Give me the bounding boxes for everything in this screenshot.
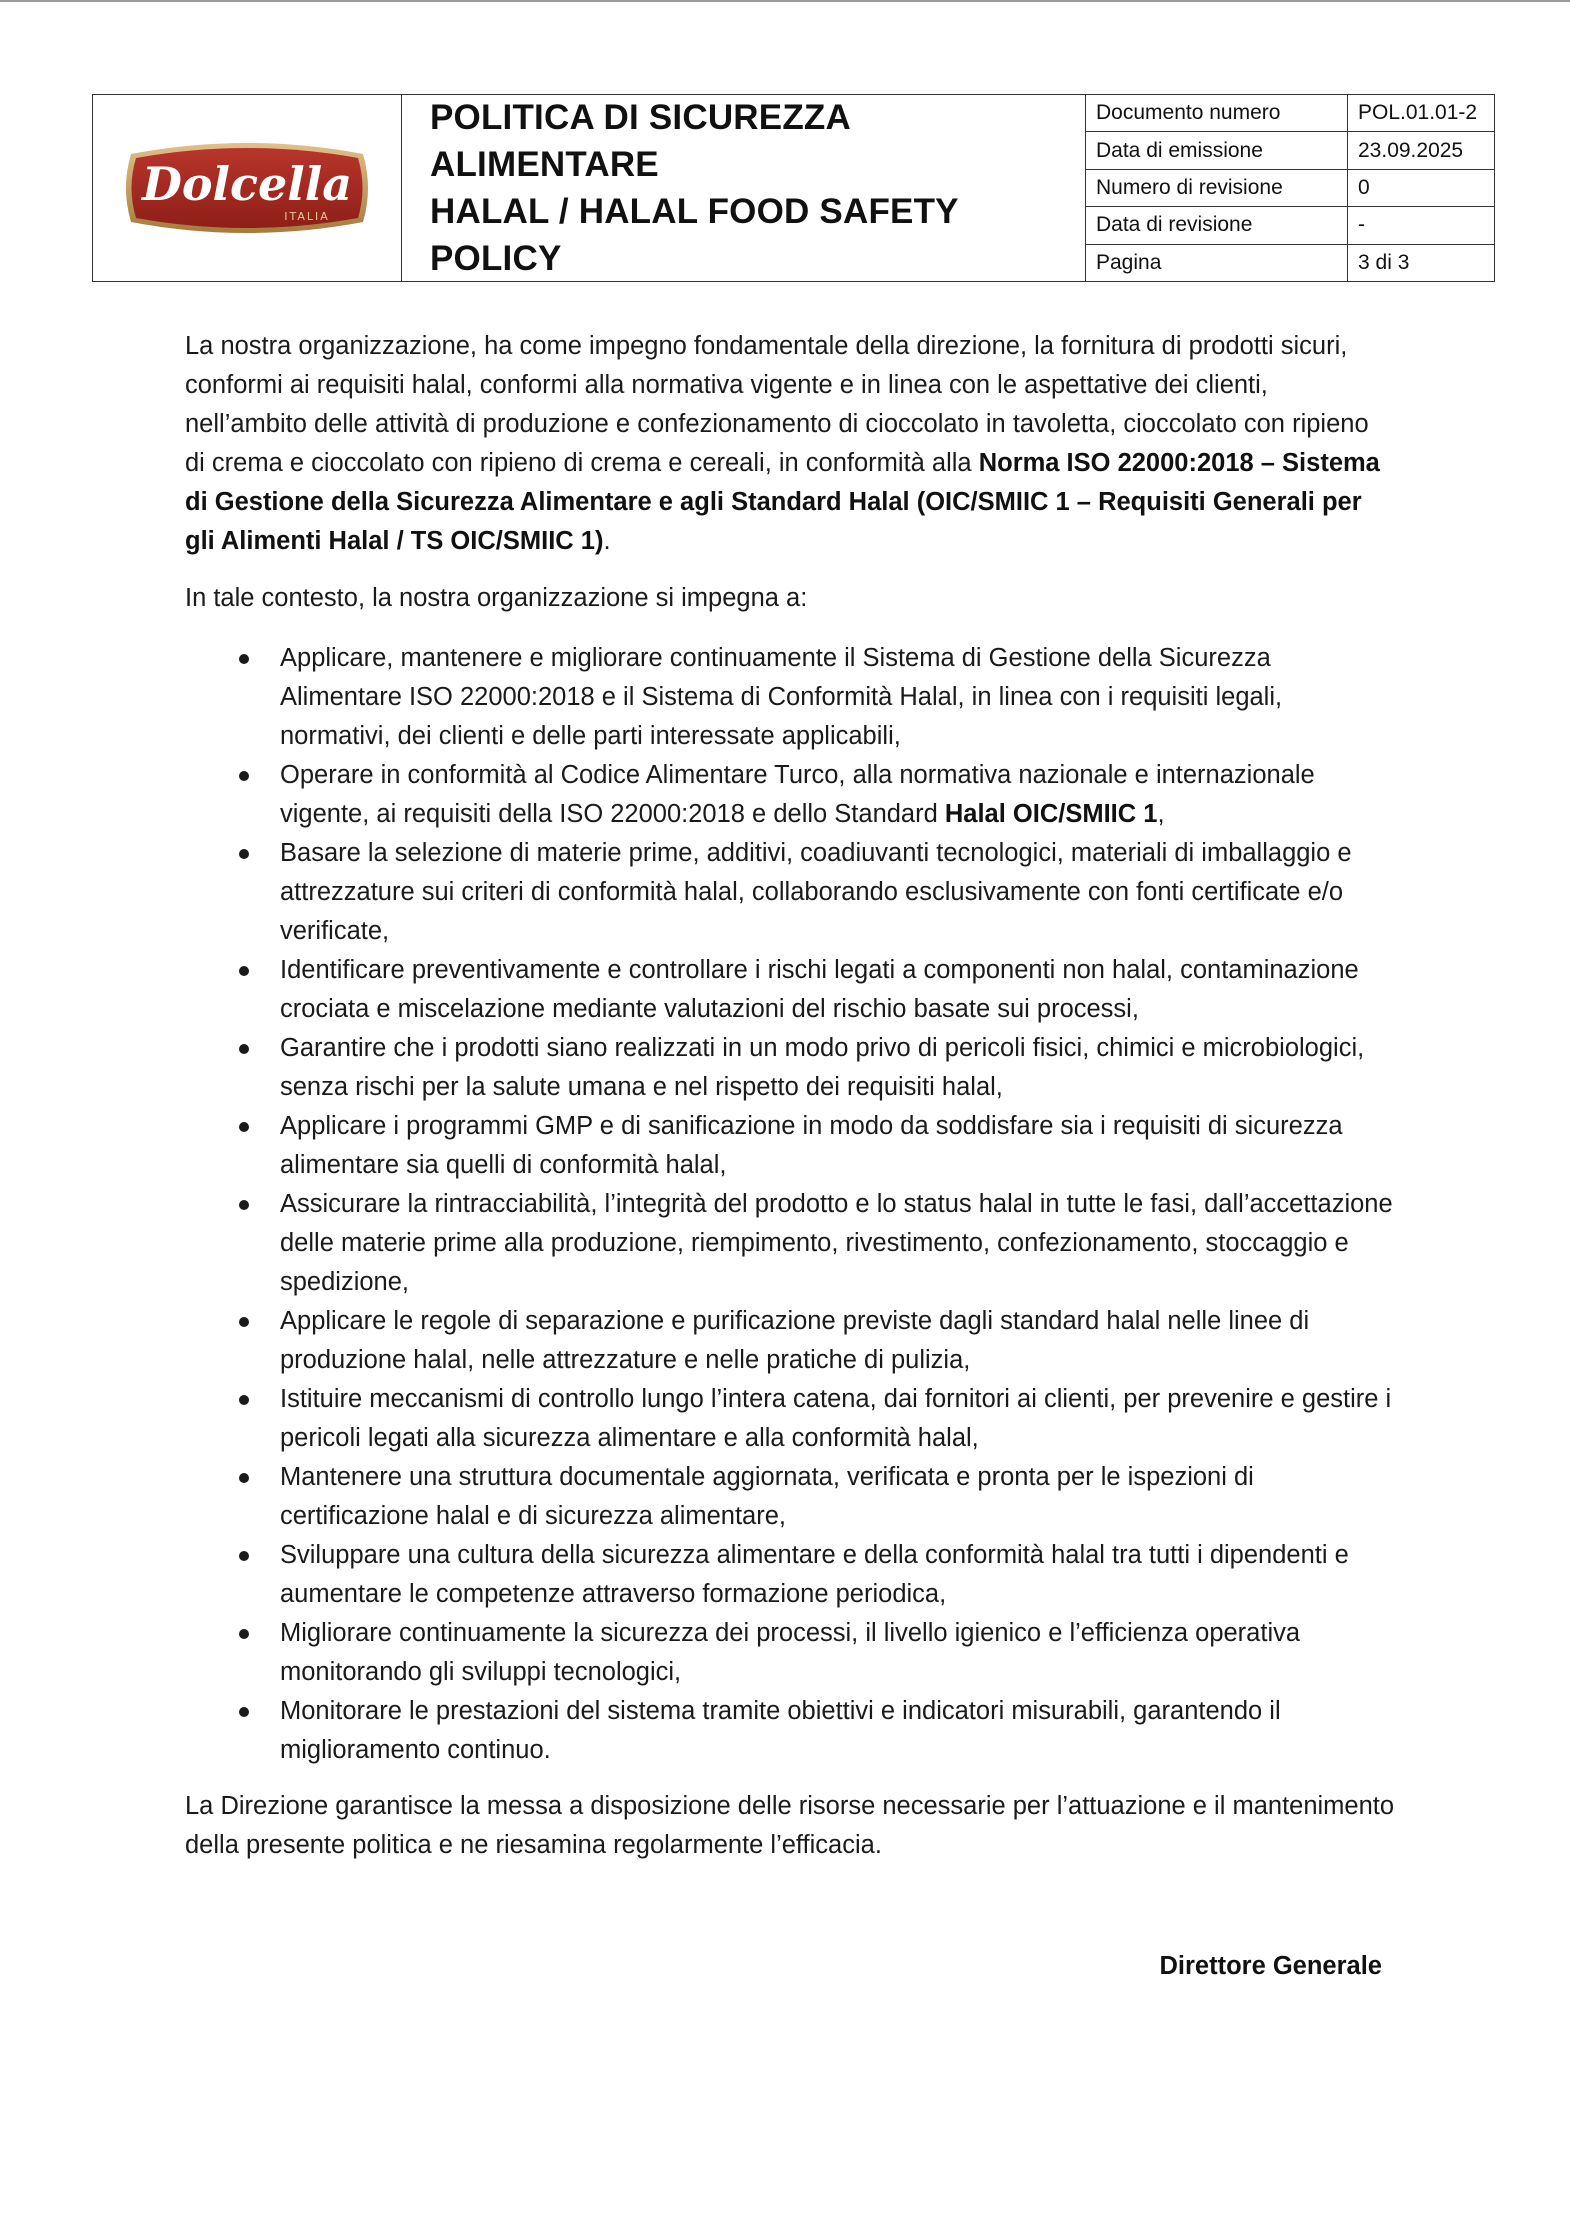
list-item [185, 1536, 1395, 1614]
list-item [185, 951, 1395, 1029]
commitment-text: Garantire che i prodotti siano realizzati in un modo privo di pericoli fisici, chimici e microbiologici, senza rischi per la salute umana e nel rispetto dei requisiti halal, [280, 1034, 1365, 1101]
bullet-icon [239, 1317, 249, 1327]
policy-title-line-2: HALAL / HALAL FOOD SAFETY POLICY [430, 192, 959, 278]
commitment-text: Migliorare continuamente la sicurezza dei processi, il livello igienico e l’efficienza operativa monitorando gli sviluppi tecnologici, [280, 1619, 1301, 1686]
commitment-bold: Halal OIC/SMIIC 1 [944, 800, 1158, 828]
meta-row [1086, 207, 1494, 244]
policy-title-line-1: POLITICA DI SICUREZZA ALIMENTARE [430, 98, 850, 184]
signature-title: Direttore Generale [1159, 1952, 1382, 1980]
document-meta-table [1086, 95, 1494, 281]
list-item [185, 639, 1395, 756]
commitment-text: Basare la selezione di materie prime, additivi, coadiuvanti tecnologici, materiali di imballaggio e attrezzature sui criteri di conformità halal, collaborando esclusivamente con fonti certificate e/o verificate, [280, 839, 1352, 945]
title-cell [402, 95, 1086, 281]
list-item [185, 1692, 1395, 1770]
list-item [185, 1185, 1395, 1302]
intro-standards: Norma ISO 22000:2018 – Sistema di Gestione della Sicurezza Alimentare e agli Standard Halal (OIC/SMIIC 1 – Requisiti Generali per gli Alimenti Halal / TS OIC/SMIIC 1) [185, 449, 1380, 555]
top-rule [0, 0, 1570, 2]
commitment-text: Istituire meccanismi di controllo lungo l’intera catena, dai fornitori ai clienti, per prevenire e gestire i pericoli legati alla sicurezza alimentare e alla conformità halal, [280, 1385, 1392, 1452]
meta-label: Pagina [1086, 245, 1348, 281]
bullet-icon [239, 1044, 249, 1054]
meta-value: 23.09.2025 [1358, 138, 1464, 162]
meta-row [1086, 170, 1494, 207]
commitment-text: Sviluppare una cultura della sicurezza alimentare e della conformità halal tra tutti i dipendenti e aumentare le competenze attraverso formazione periodica, [280, 1541, 1349, 1608]
meta-label: Documento numero [1086, 95, 1348, 131]
bullet-icon [239, 1629, 249, 1639]
logo-wordmark: Dolcella [141, 157, 353, 211]
meta-row [1086, 95, 1494, 132]
bullet-icon [239, 654, 249, 664]
commitment-list [185, 639, 1395, 1770]
meta-value: 3 di 3 [1358, 250, 1410, 274]
meta-value: POL.01.01-2 [1358, 101, 1478, 125]
bullet-icon [239, 966, 249, 976]
intro-paragraph [185, 327, 1395, 561]
commitment-text: Monitorare le prestazioni del sistema tramite obiettivi e indicatori misurabili, garantendo il miglioramento continuo. [280, 1697, 1281, 1764]
bullet-icon [239, 1200, 249, 1210]
intro-text: La nostra organizzazione, ha come impegno fondamentale della direzione, la fornitura di prodotti sicuri, conformi ai requisiti halal, conformi alla normativa vigente e in linea con le aspettative dei clienti, nell’ambito delle attività di produzione e confezionamento di cioccolato in tavoletta, cioccolato con ripieno di crema e cioccolato con ripieno di crema e cereali, in conformità alla [185, 332, 1369, 477]
bullet-icon [239, 1122, 249, 1132]
commitment-after: , [1157, 800, 1165, 828]
list-item [185, 1302, 1395, 1380]
document-header [92, 94, 1495, 282]
commitment-text: Applicare i programmi GMP e di sanificazione in modo da soddisfare sia i requisiti di sicurezza alimentare sia quelli di conformità halal, [280, 1112, 1343, 1179]
list-item [185, 1107, 1395, 1185]
commitment-text: Assicurare la rintracciabilità, l’integrità del prodotto e lo status halal in tutte le fasi, dall’accettazione delle materie prime alla produzione, riempimento, rivestimento, confezionamento, stoccaggio e spedizione, [280, 1190, 1393, 1296]
intro-end: . [603, 527, 611, 555]
commitment-text: Applicare, mantenere e migliorare continuamente il Sistema di Gestione della Sicurezza Alimentare ISO 22000:2018 e il Sistema di Conformità Halal, in linea con i requisiti legali, normativi, dei clienti e delle parti interessate applicabili, [280, 644, 1283, 750]
bullet-icon [239, 1551, 249, 1561]
closing-paragraph: La Direzione garantisce la messa a disposizione delle risorse necessarie per l’attuazione e il mantenimento della presente politica e ne riesamina regolarmente l’efficacia. [185, 1792, 1395, 1859]
list-item [185, 1458, 1395, 1536]
commitment-lead: In tale contesto, la nostra organizzazione si impegna a: [185, 584, 808, 612]
list-item [185, 1029, 1395, 1107]
commitment-text: Operare in conformità al Codice Alimentare Turco, alla normativa nazionale e internazionale vigente, ai requisiti della ISO 22000:2018 e dello Standard [280, 761, 1315, 828]
bullet-icon [239, 849, 249, 859]
meta-label: Data di revisione [1086, 207, 1348, 243]
policy-body [185, 327, 1395, 1865]
meta-value: 0 [1358, 176, 1370, 200]
dolcella-logo [119, 136, 375, 240]
bullet-icon [239, 1707, 249, 1717]
meta-row [1086, 132, 1494, 169]
logo-subtitle: ITALIA [284, 210, 330, 223]
list-item [185, 834, 1395, 951]
commitment-text: Mantenere una struttura documentale aggiornata, verificata e pronta per le ispezioni di certificazione halal e di sicurezza alimentare, [280, 1463, 1254, 1530]
meta-label: Data di emissione [1086, 132, 1348, 168]
commitment-text: Applicare le regole di separazione e purificazione previste dagli standard halal nelle linee di produzione halal, nelle attrezzature e nelle pratiche di pulizia, [280, 1307, 1310, 1374]
meta-label: Numero di revisione [1086, 170, 1348, 206]
logo-cell [93, 95, 402, 281]
list-item [185, 1380, 1395, 1458]
bullet-icon [239, 771, 249, 781]
meta-row [1086, 245, 1494, 281]
list-item [185, 756, 1395, 834]
bullet-icon [239, 1395, 249, 1405]
meta-value: - [1358, 213, 1365, 237]
bullet-icon [239, 1473, 249, 1483]
list-item [185, 1614, 1395, 1692]
commitment-text: Identificare preventivamente e controllare i rischi legati a componenti non halal, contaminazione crociata e miscelazione mediante valutazioni del rischio basate sui processi, [280, 956, 1359, 1023]
